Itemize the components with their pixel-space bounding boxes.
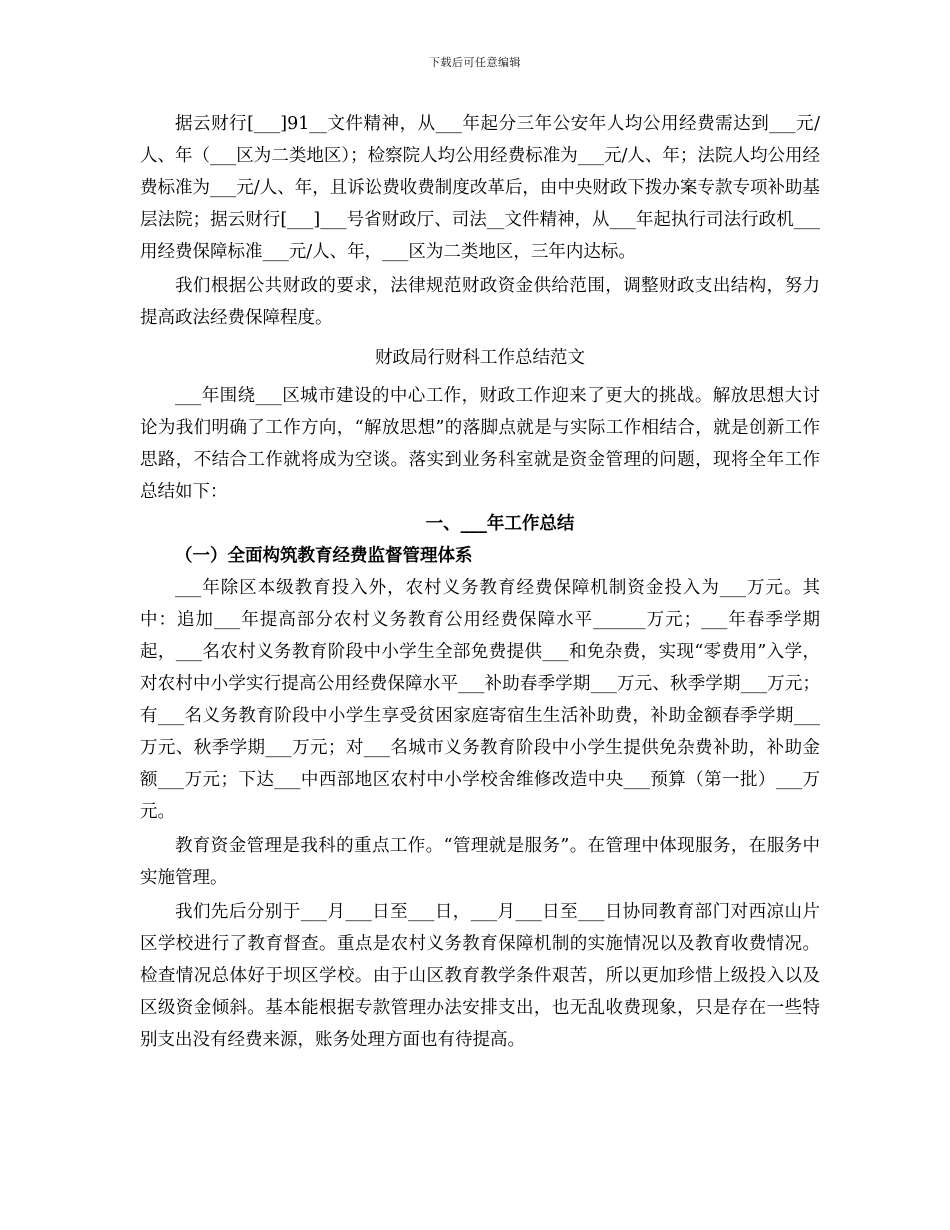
paragraph-intro: ___年围绕___区城市建设的中心工作，财政工作迎来了更大的挑战。解放思想大讨论为我们明确了工作方向，“解放思想”的落脚点就是与实际工作相结合，就是创新工作思路，不结合工作就将成为空谈。落实到业务科室就是资金管理的问题，现将全年工作总结如下： [140, 386, 820, 502]
paragraph-inspection: 我们先后分别于___月___日至___日，___月___日至___日协同教育部门对西凉山片区学校进行了教育督查。重点是农村义务教育保障机制的实施情况以及教育收费情况。检查情况总体好于坝区学校。由于山区教育教学条件艰苦，所以更加珍惜上级投入以及区级资金倾斜。基本能根据专款管理办法安排支出，也无乱收费现象，只是存在一些特别支出没有经费来源，账务处理方面也有待提高。 [140, 902, 820, 1050]
page-header-note: 下载后可任意编辑 [429, 56, 521, 69]
paragraph-education-investment: ___年除区本级教育投入外，农村义务教育经费保障机制资金投入为___万元。其中：追加___年提高部分农村义务教育公用经费保障水平______万元；___年春季学期起，___名农村义务教育阶段中小学生全部免费提供___和免杂费，实现“零费用”入学，对农村中小学实行提高公用经费保障水平___补助春季学期___万元、秋季学期___万元；有___名义务教育阶段中小学生享受贫困家庭寄宿生生活补助费，补助金额春季学期___万元、秋季学期___万元；对___名城市义务教育阶段中小学生提供免杂费补助，补助金额___万元；下达___中西部地区农村中小学校舍维修改造中央___预算（第一批）___万元。 [140, 578, 820, 822]
subsection-heading: （一）全面构筑教育经费监督管理体系 [175, 546, 473, 566]
document-body [140, 108, 820, 1056]
paragraph-funding-standards: 据云财行[___]91__文件精神，从___年起分三年公安年人均公用经费需达到___元/人、年（___区为二类地区）；检察院人均公用经费标准为___元/人、年；法院人均公用经费标准为___元/人、年，且诉讼费收费制度改革后，由中央财政下拨办案专款专项补助基层法院；据云财行[___]___号省财政厅、司法__文件精神，从___年起执行司法行政机___用经费保障标准___元/人、年，___区为二类地区，三年内达标。 [140, 114, 820, 262]
paragraph-education-management: 教育资金管理是我科的重点工作。“管理就是服务”。在管理中体现服务，在服务中实施管理。 [140, 836, 820, 888]
document-title: 财政局行财科工作总结范文 [375, 348, 585, 368]
paragraph-public-finance: 我们根据公共财政的要求，法律规范财政资金供给范围，调整财政支出结构，努力提高政法经费保障程度。 [140, 276, 820, 328]
section-heading: 一、___年工作总结 [425, 514, 575, 534]
